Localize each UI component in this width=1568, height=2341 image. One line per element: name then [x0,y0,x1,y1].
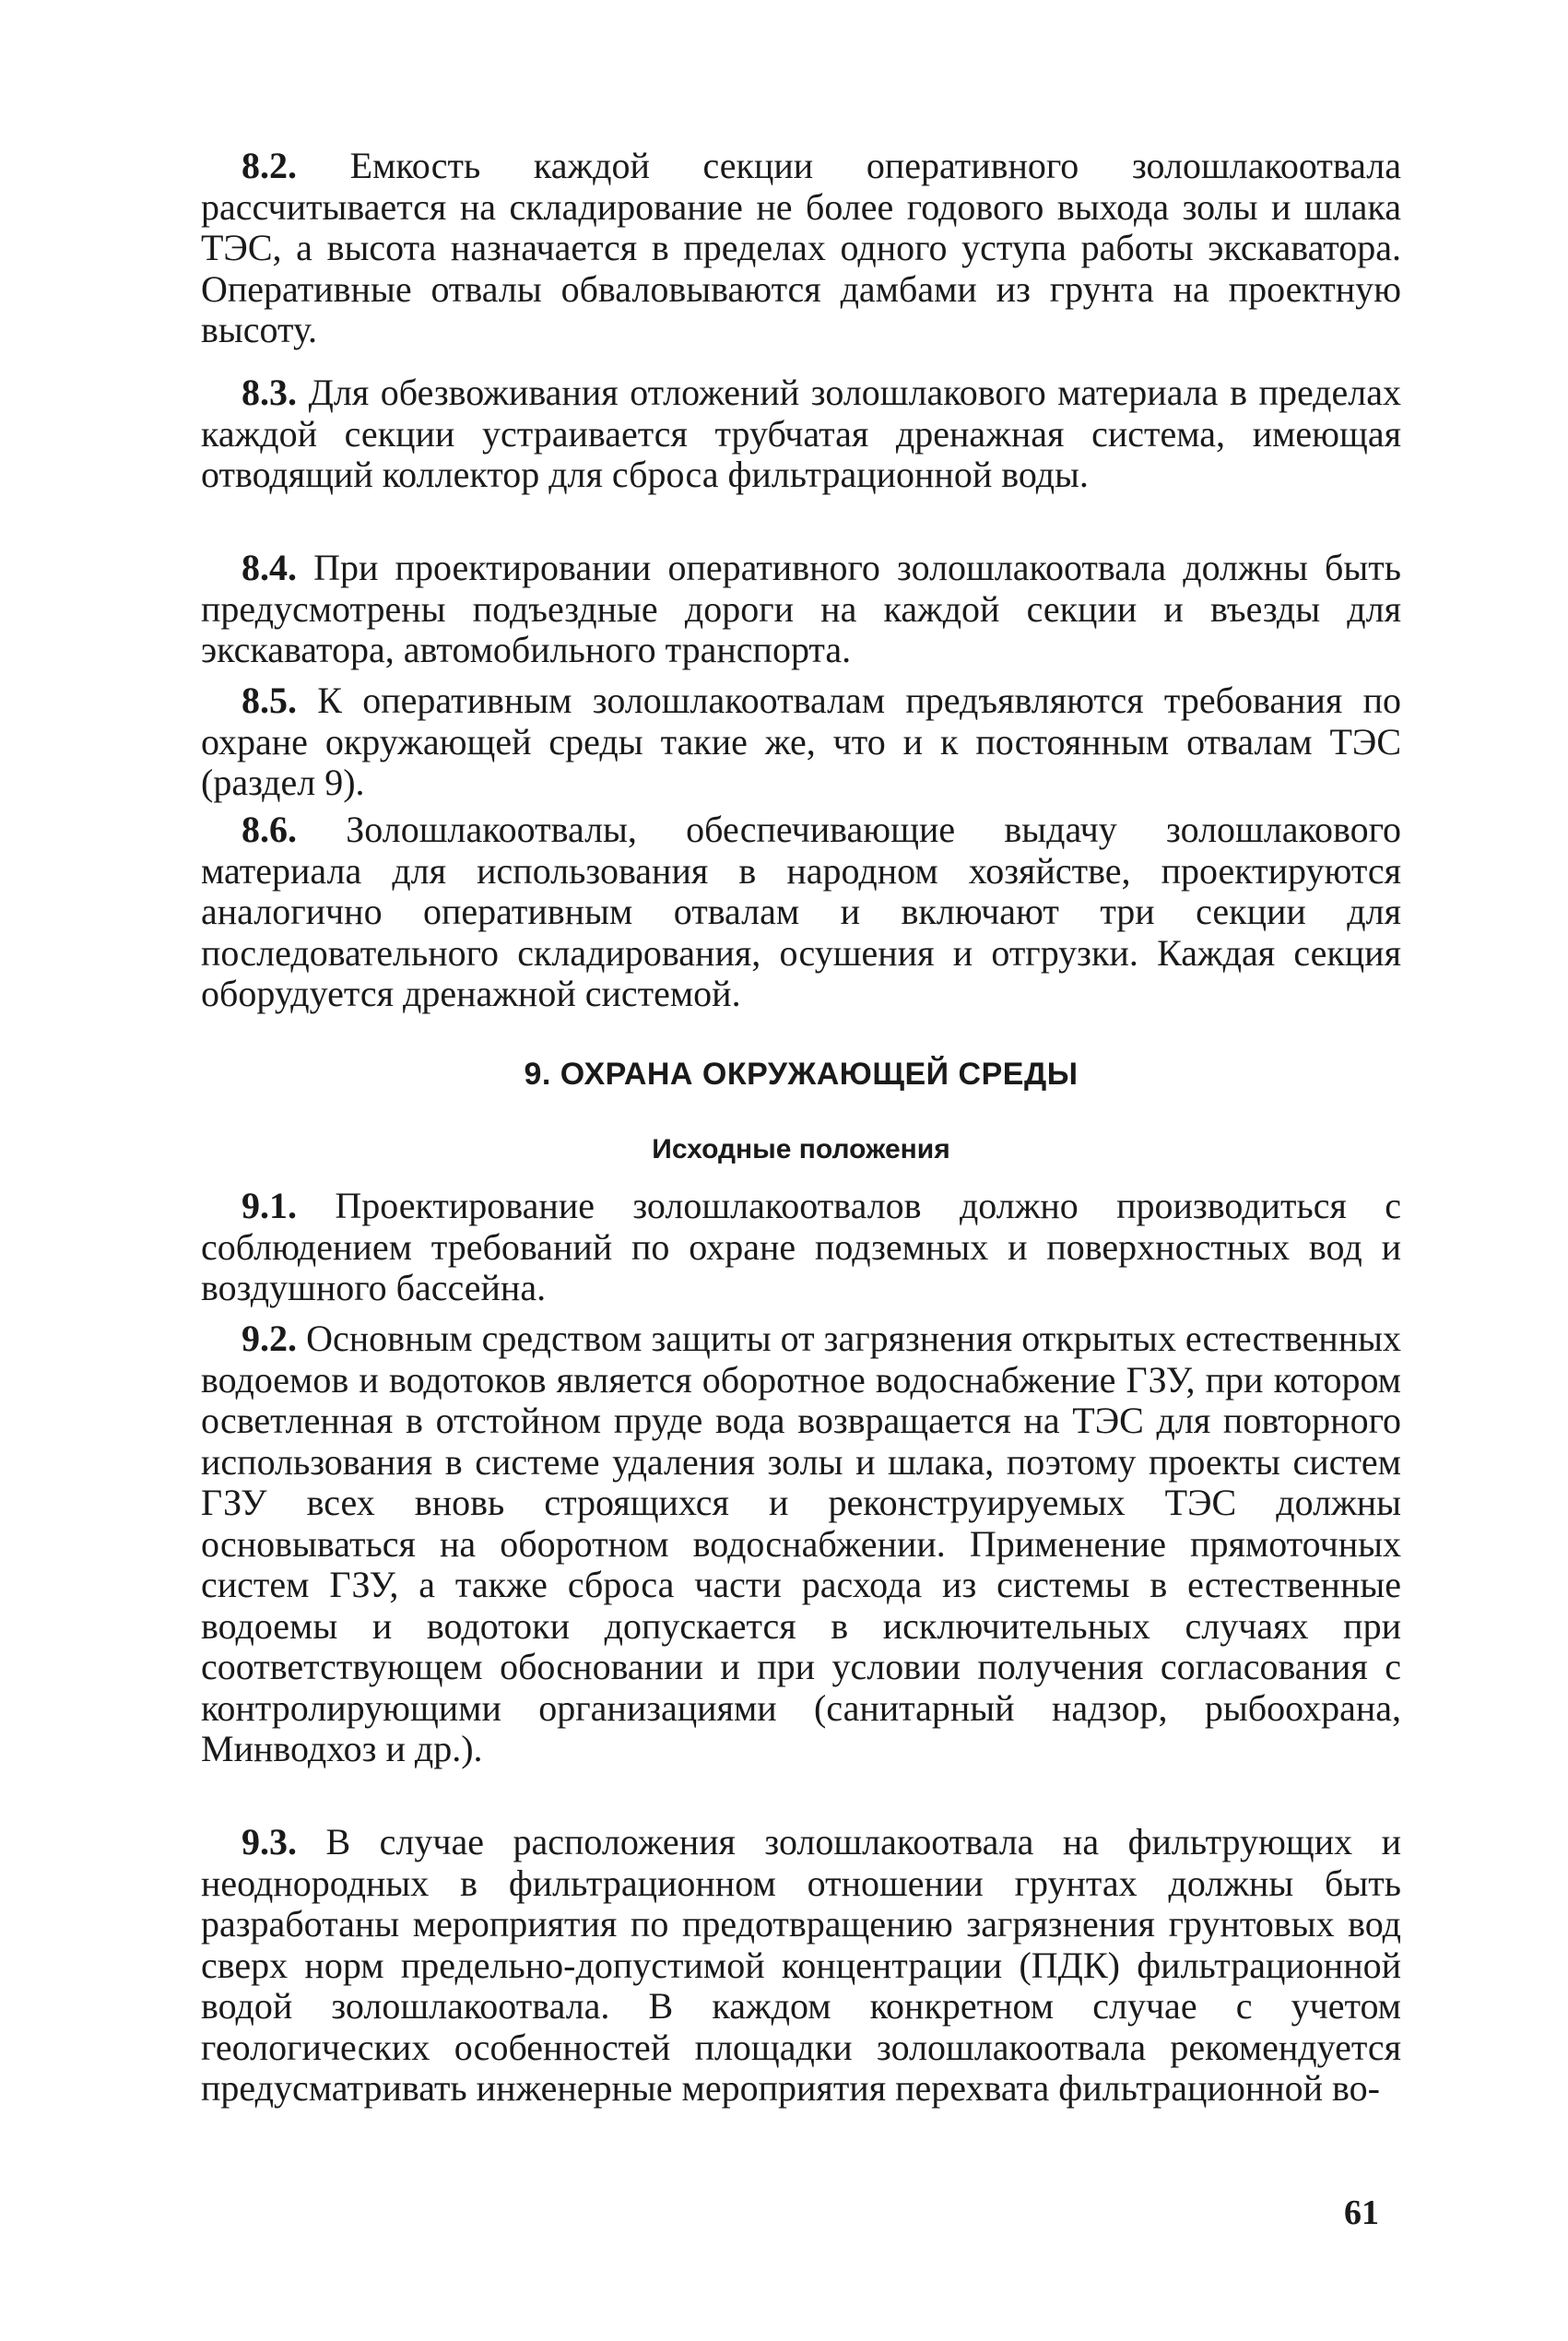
paragraph-text: В случае расположения золошлакоотвала на фильтрующих и неоднородных в фильтрационном отношении грунтах должны быть разработаны мероприятия по предотвращению загрязнения грунтовых вод сверх норм предельно-допустимой концентрации (ПДК) фильтрационной водой золошлакоотвала. В каждом конкретном случае с учетом геологических особенностей площадки золошлакоотвала рекомендуется предусматривать инженерные мероприятия перехвата фильтрационной во- [201,1821,1401,2109]
page-number: 61 [1344,2193,1379,2232]
section-subheading: Исходные положения [652,1134,950,1165]
section-heading: 9. ОХРАНА ОКРУЖАЮЩЕЙ СРЕДЫ [524,1057,1079,1092]
paragraph-number: 8.6. [242,809,297,850]
paragraph-number: 9.1. [242,1185,297,1226]
paragraph-8-6 [201,810,1401,1015]
paragraph-8-3 [201,372,1401,496]
paragraph-text: К оперативным золошлакоотвалам предъявляются требования по охране окружающей среды такие же, что и к постоянным отвалам ТЭС (раздел 9). [201,680,1401,803]
paragraph-number: 9.2. [242,1318,297,1359]
paragraph-9-2 [201,1318,1401,1770]
paragraph-number: 8.3. [242,372,297,413]
paragraph-number: 9.3. [242,1821,297,1862]
paragraph-number: 8.5. [242,680,297,721]
paragraph-text: Проектирование золошлакоотвалов должно производиться с соблюдением требований по охране подземных и поверхностных вод и воздушного бассейна. [201,1185,1401,1308]
paragraph-8-4 [201,548,1401,671]
paragraph-8-5 [201,680,1401,804]
paragraph-number: 8.4. [242,547,297,588]
paragraph-9-3 [201,1822,1401,2110]
paragraph-text: Основным средством защиты от загрязнения открытых естественных водоемов и водотоков является оборотное водоснабжение ГЗУ, при котором осветленная в отстойном пруде вода возвращается на ТЭС для повторного использования в системе удаления золы и шлака, поэтому проекты систем ГЗУ всех вновь строящихся и реконструируемых ТЭС должны основываться на оборотном водоснабжении. Применение прямоточных систем ГЗУ, а также сброса части расхода из системы в естественные водоемы и водотоки допускается в исключительных случаях при соответствующем обосновании и при условии получения согласования с контролирующими организациями (санитарный надзор, рыбоохрана, Минводхоз и др.). [201,1318,1401,1769]
paragraph-text: Емкость каждой секции оперативного золошлакоотвала рассчитывается на складирование не более годового выхода золы и шлака ТЭС, а высота назначается в пределах одного уступа работы экскаватора. Оперативные отвалы обваловываются дамбами из грунта на проектную высоту. [201,145,1401,350]
paragraph-text: Для обезвоживания отложений золошлакового материала в пределах каждой секции устраивается трубчатая дренажная система, имеющая отводящий коллектор для сброса фильтрационной воды. [201,372,1401,495]
paragraph-number: 8.2. [242,145,297,186]
paragraph-text: При проектировании оперативного золошлакоотвала должны быть предусмотрены подъездные дороги на каждой секции и въезды для экскаватора, автомобильного транспорта. [201,547,1401,670]
paragraph-8-2 [201,146,1401,351]
paragraph-9-1 [201,1186,1401,1309]
paragraph-text: Золошлакоотвалы, обеспечивающие выдачу золошлакового материала для использования в народном хозяйстве, проектируются аналогично оперативным отвалам и включают три секции для последовательного складирования, осушения и отгрузки. Каждая секция оборудуется дренажной системой. [201,809,1401,1014]
